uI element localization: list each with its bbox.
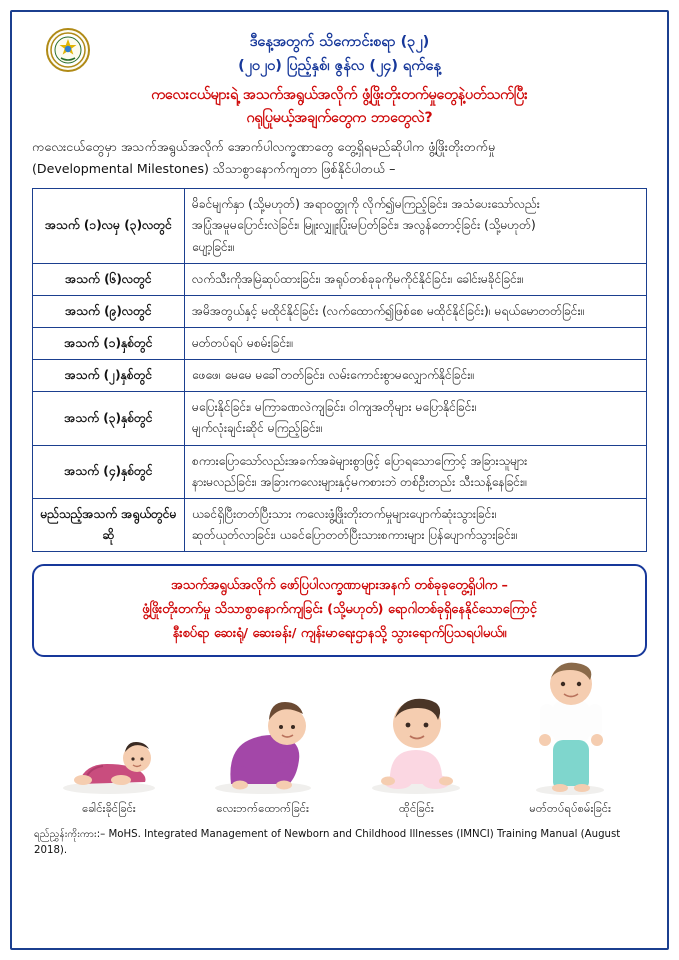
poster-subtitle-line1: ကလေးငယ်များရဲ့ အသက်အရွယ်အလိုက် ဖွံ့ဖြိုးတိုးတက်မှုတွေနဲ့ပတ်သက်ပြီး — [151, 87, 528, 104]
description-cell — [185, 263, 647, 295]
desc-line: မတ်တပ်ရပ် မစမ်းခြင်း။ — [192, 336, 294, 351]
description-cell — [185, 445, 647, 498]
photo-caption: ခေါင်းခိုင်ခြင်း — [82, 801, 136, 816]
poster-date-line: (၂၀၂၀) ပြည့်နှစ်၊ ဇွန်လ (၂၄) ရက်နေ့ — [238, 57, 441, 74]
photo-cell-lifting-head — [34, 656, 184, 817]
age-cell — [33, 360, 185, 392]
age-line: အသက် (၁)လမှ — [45, 218, 121, 233]
table-row — [33, 498, 647, 551]
age-line: အသက် (၁)နှစ်တွင် — [64, 336, 153, 351]
age-line: အသက် (၄)နှစ်တွင် — [64, 464, 153, 479]
baby-sitting-icon — [341, 656, 491, 796]
ministry-seal-icon — [46, 28, 90, 72]
poster-subtitle-line2: ဂရုပြုမယ့်အချက်တွေက ဘာတွေလဲ? — [246, 109, 433, 126]
baby-lifting-head-icon — [34, 656, 184, 796]
age-line: အသက် (၃)နှစ်တွင် — [64, 410, 153, 425]
age-cell — [33, 498, 185, 551]
desc-line: မပြေးနိုင်ခြင်း၊ မကြာခဏလဲကျခြင်း၊ ဝါကျအတိုများ မပြောနိုင်ခြင်း၊ — [192, 400, 477, 415]
warning-callout — [32, 564, 647, 657]
photo-strip — [32, 667, 647, 817]
age-line: မည်သည့်အသက် — [40, 506, 118, 521]
table-row — [33, 263, 647, 295]
poster-content — [18, 16, 661, 944]
callout-line-1: အသက်အရွယ်အလိုက် ဖော်ပြပါလက္ခဏာများအနက် တစ်ခုခုတွေ့ရှိပါက – — [171, 578, 508, 594]
table-row — [33, 392, 647, 445]
description-cell — [185, 295, 647, 327]
desc-line: ယခင်ရှိပြီးတတ်ပြီးသား ကလေးဖွံ့ဖြိုးတိုးတက်မှုများပျောက်ဆုံးသွားခြင်း၊ — [192, 506, 497, 521]
age-cell — [33, 189, 185, 263]
age-cell — [33, 295, 185, 327]
desc-line: လက်သီးကိုအမြဲဆုပ်ထားခြင်း၊ အရုပ်တစ်ခုခုကိုမကိုင်နိုင်ခြင်း၊ ခေါင်းမခိုင်ခြင်း။ — [192, 271, 524, 286]
age-line: အသက် (၉)လတွင် — [65, 303, 152, 318]
poster-title-line1: ဒီနေ့အတွက် သိကောင်းစရာ (၃၂) — [249, 34, 430, 50]
intro-line-1: ကလေးငယ်တွေမှာ အသက်အရွယ်အလိုက် အောက်ပါလက္ခဏာတွေ တွေ့ရှိရမည်ဆိုပါက ဖွံ့ဖြိုးတိုးတက်မှု — [32, 139, 496, 155]
desc-line: စကားပြောသော်လည်းအခက်အခဲများစွာဖြင့် ပြောရသောကြောင့် အခြားသူများ — [192, 453, 528, 468]
description-cell — [185, 498, 647, 551]
description-cell — [185, 189, 647, 263]
description-cell — [185, 360, 647, 392]
toddler-standing-icon — [495, 656, 645, 796]
age-cell — [33, 263, 185, 295]
age-line: အသက် (၂)နှစ်တွင် — [64, 368, 153, 383]
age-line: အရွယ်တွင်မဆို — [102, 506, 177, 543]
table-row — [33, 295, 647, 327]
desc-line: အမိအတွယ်နှင့် မထိုင်နိုင်ခြင်း (လက်ထောက်၍ဖြစ်စေ မထိုင်နိုင်ခြင်း)၊ မရယ်မောတတ်ခြင်း။ — [192, 303, 585, 318]
age-cell — [33, 392, 185, 445]
table-row — [33, 328, 647, 360]
desc-line: ပျော့ခြင်း။ — [192, 239, 235, 254]
photo-caption: ထိုင်ခြင်း — [398, 801, 434, 816]
desc-line: မျက်လုံးချင်းဆိုင် မကြည့်ခြင်း။ — [192, 421, 323, 436]
desc-line: ဖေဖေ၊ မေမေ မခေါ်တတ်ခြင်း၊ လမ်းကောင်းစွာမလျှောက်နိုင်ခြင်း။ — [192, 368, 475, 383]
intro-line-2: (Developmental Milestones) သိသာစွာနောက်ကျတာ ဖြစ်နိုင်ပါတယ် – — [32, 161, 396, 177]
age-cell — [33, 445, 185, 498]
callout-line-2: ဖွံ့ဖြိုးတိုးတက်မှု သိသာစွာနောက်ကျခြင်း (သို့မဟုတ်) ရောဂါတစ်ခုရှိနေနိုင်သောကြောင့် — [142, 601, 537, 617]
photo-caption: လေးဘက်ထောက်ခြင်း — [216, 801, 309, 816]
intro-paragraph — [32, 136, 647, 180]
desc-line: အပြုံအမူမပြောင်းလဲခြင်း၊ မြူးလျှူးပြုံးမပြတ်ခြင်း၊ အလွန်တောင့်ခြင်း (သို့မဟုတ်) — [192, 218, 536, 233]
photo-caption: မတ်တပ်ရပ်စမ်းခြင်း — [529, 801, 611, 816]
description-cell — [185, 328, 647, 360]
desc-line: မိခင်မျက်နှာ (သို့မဟုတ်) အရာဝတ္ထုကို လိုက်၍မကြည့်ခြင်း၊ အသံပေးသော်လည်း — [192, 197, 540, 212]
photo-cell-sitting — [341, 656, 491, 817]
table-row — [33, 360, 647, 392]
photo-cell-standing — [495, 656, 645, 817]
table-row — [33, 445, 647, 498]
age-cell — [33, 328, 185, 360]
desc-line: ဆုတ်ယုတ်လာခြင်း၊ ယခင်ပြောတတ်ပြီးသားစကားများ ပြန်ပျောက်သွားခြင်း။ — [192, 528, 518, 543]
source-reference: ရည်ညွှန်းကိုးကား:– MoHS. Integrated Management of Newborn and Childhood Illnesses (IMNCI) Training Manual (August 2018). — [34, 829, 621, 856]
baby-crawling-icon — [188, 656, 338, 796]
table-row — [33, 189, 647, 263]
age-line: အသက် (၆)လတွင် — [65, 271, 152, 286]
desc-line: နားမလည်ခြင်း၊ အခြားကလေးများနှင့်မကစားဘဲ တစ်ဦးတည်း သီးသန့်နေခြင်း။ — [192, 474, 527, 489]
description-cell — [185, 392, 647, 445]
age-line: (၃)လတွင် — [124, 218, 172, 233]
poster-header — [32, 22, 647, 129]
photo-cell-crawling — [188, 656, 338, 817]
callout-line-3: နီးစပ်ရာ ဆေးရုံ/ ဆေးခန်း/ ကျန်းမာရေးဌာနသို့ သွားရောက်ပြသရပါမယ်။ — [172, 625, 507, 641]
milestones-table — [32, 188, 647, 552]
